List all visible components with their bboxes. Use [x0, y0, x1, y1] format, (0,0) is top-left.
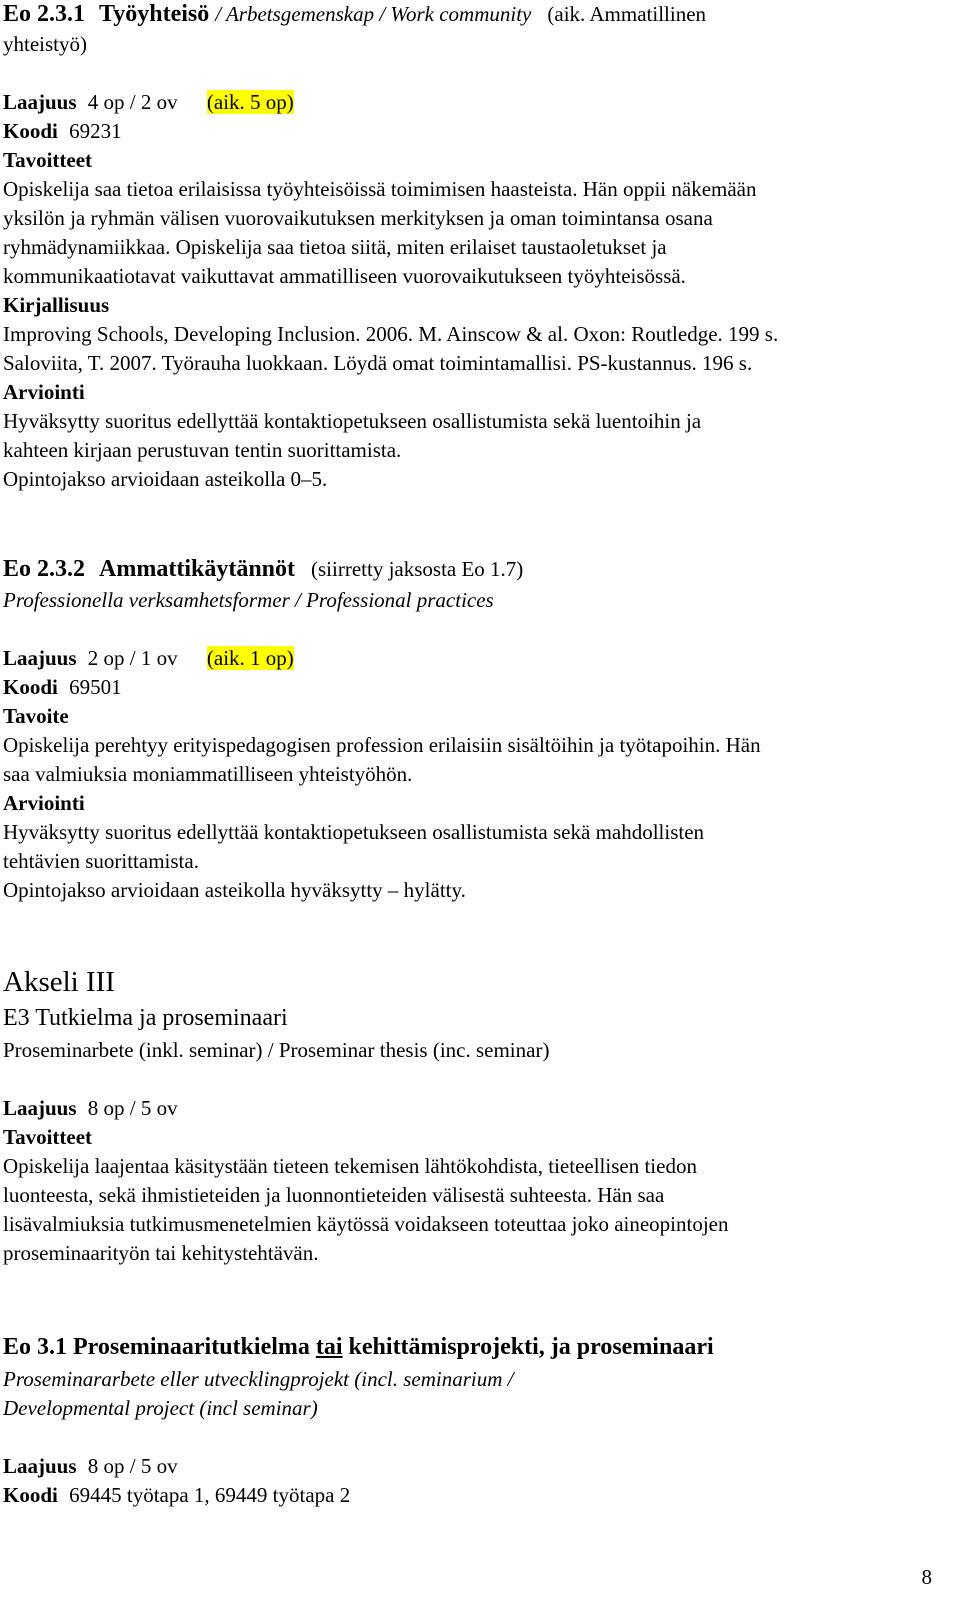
- code-value: 69501: [69, 675, 122, 699]
- section-title-b: kehittämisprojekti, ja proseminaari: [348, 1334, 714, 1360]
- goals-text-line: ryhmädynamiikkaa. Opiskelija saa tietoa siitä, miten erilaiset taustaoletukset ja: [3, 235, 667, 259]
- scope-old-highlight: (aik. 1 op): [206, 646, 294, 670]
- section-heading-eo31: [3, 1333, 714, 1361]
- axis-heading: Akseli III: [3, 966, 115, 998]
- section-title-a: Proseminaaritutkielma: [73, 1334, 310, 1360]
- evaluation-text-line: Opintojakso arvioidaan asteikolla 0–5.: [3, 467, 328, 491]
- evaluation-text-line: Hyväksytty suoritus edellyttää kontaktiopetukseen osallistumista sekä mahdollisten: [3, 820, 705, 844]
- code-label: Koodi: [3, 119, 58, 143]
- scope-line: [3, 644, 294, 672]
- section-note: (siirretty jaksosta Eo 1.7): [311, 557, 524, 581]
- evaluation-text-line: kahteen kirjaan perustuvan tentin suorittamista.: [3, 438, 402, 462]
- literature-item: Improving Schools, Developing Inclusion. 2006. M. Ainscow & al. Oxon: Routledge. 199 s.: [3, 322, 779, 346]
- scope-value: 8 op / 5 ov: [87, 1454, 178, 1478]
- scope-line: [3, 88, 294, 116]
- scope-label: Laajuus: [3, 1096, 77, 1120]
- literature-label: Kirjallisuus: [3, 293, 110, 317]
- goals-text-line: lisävalmiuksia tutkimusmenetelmien käytössä voidakseen toteuttaa joko aineopintojen: [3, 1212, 729, 1236]
- section-alt-title: / Arbetsgemenskap / Work community: [215, 2, 532, 26]
- scope-line: [3, 1094, 178, 1122]
- goals-text-line: luonteesta, sekä ihmistieteiden ja luonnontieteiden välisestä suhteesta. Hän saa: [3, 1183, 665, 1207]
- code-value: 69445 työtapa 1, 69449 työtapa 2: [69, 1483, 351, 1507]
- module-alt-title: Proseminarbete (inkl. seminar) / Proseminar thesis (inc. seminar): [3, 1038, 550, 1062]
- code-label: Koodi: [3, 1483, 58, 1507]
- goals-text-line: Opiskelija laajentaa käsitystään tieteen tekemisen lähtökohdista, tieteellisen tiedon: [3, 1154, 697, 1178]
- module-title: E3 Tutkielma ja proseminaari: [3, 1005, 288, 1031]
- evaluation-label: Arviointi: [3, 791, 85, 815]
- goal-label: Tavoite: [3, 704, 69, 728]
- goals-text-line: kommunikaatiotavat vaikuttavat ammatilliseen vuorovaikutukseen työyhteisössä.: [3, 264, 686, 288]
- section-alt-title: Developmental project (incl seminar): [3, 1396, 318, 1420]
- page-number: 8: [921, 1565, 932, 1589]
- goal-text-line: saa valmiuksia moniammatilliseen yhteistyöhön.: [3, 762, 413, 786]
- scope-value: 2 op / 1 ov: [87, 646, 178, 670]
- literature-item: Saloviita, T. 2007. Työrauha luokkaan. Löydä omat toimintamallisi. PS-kustannus. 196 s.: [3, 351, 753, 375]
- code-line: [3, 673, 122, 701]
- section-title: Työyhteisö: [99, 1, 210, 27]
- goals-text-line: Opiskelija saa tietoa erilaisissa työyhteisöissä toimimisen haasteista. Hän oppii näkemään: [3, 177, 757, 201]
- section-alt-title: Proseminararbete eller utvecklingprojekt (incl. seminarium /: [3, 1367, 514, 1391]
- code-label: Koodi: [3, 675, 58, 699]
- scope-label: Laajuus: [3, 90, 77, 114]
- code-line: [3, 117, 122, 145]
- evaluation-text-line: Hyväksytty suoritus edellyttää kontaktiopetukseen osallistumista sekä luentoihin ja: [3, 409, 702, 433]
- scope-line: [3, 1452, 178, 1480]
- scope-old-highlight: (aik. 5 op): [206, 90, 294, 114]
- goals-text-line: yksilön ja ryhmän välisen vuorovaikutuksen merkityksen ja oman toimintansa osana: [3, 206, 713, 230]
- section-title-or: tai: [315, 1334, 343, 1360]
- section-heading-eo232: [3, 555, 523, 583]
- section-alt-title: Professionella verksamhetsformer / Professional practices: [3, 588, 494, 612]
- goal-text-line: Opiskelija perehtyy erityispedagogisen profession erilaisiin sisältöihin ja työtapoihin. Hän: [3, 733, 761, 757]
- section-code: Eo 2.3.2: [3, 556, 86, 582]
- goals-label: Tavoitteet: [3, 148, 93, 172]
- section-former-name: (aik. Ammatillinen: [547, 2, 707, 26]
- scope-value: 4 op / 2 ov: [87, 90, 178, 114]
- code-value: 69231: [69, 119, 122, 143]
- evaluation-text-line: Opintojakso arvioidaan asteikolla hyväksytty – hylätty.: [3, 878, 466, 902]
- evaluation-label: Arviointi: [3, 380, 85, 404]
- scope-label: Laajuus: [3, 1454, 77, 1478]
- goals-label: Tavoitteet: [3, 1125, 93, 1149]
- evaluation-text-line: tehtävien suorittamista.: [3, 849, 199, 873]
- section-heading-eo231: [3, 0, 706, 28]
- code-line: [3, 1481, 350, 1509]
- goals-text-line: proseminaarityön tai kehitystehtävän.: [3, 1241, 319, 1265]
- section-title: Ammattikäytännöt: [99, 556, 296, 582]
- section-code: Eo 3.1: [3, 1334, 68, 1360]
- section-code: Eo 2.3.1: [3, 1, 86, 27]
- scope-label: Laajuus: [3, 646, 77, 670]
- section-former-name-cont: yhteistyö): [3, 32, 87, 56]
- scope-value: 8 op / 5 ov: [87, 1096, 178, 1120]
